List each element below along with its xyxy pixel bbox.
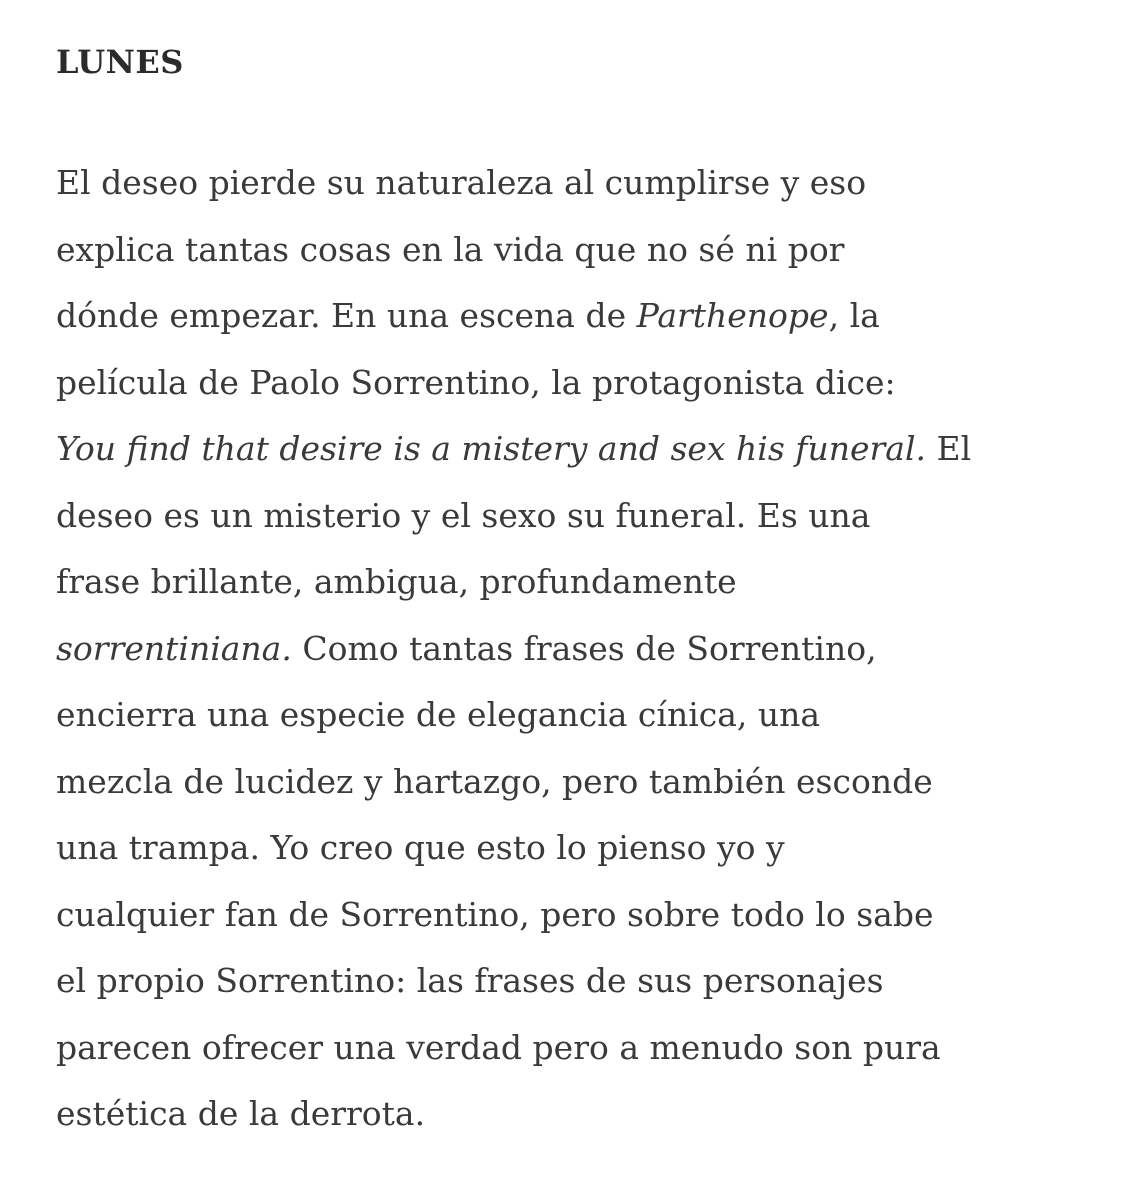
article-paragraph: [56, 150, 1116, 1148]
line-text: El deseo pierde su naturaleza al cumplirse y eso: [56, 163, 867, 202]
paragraph-line: [56, 1015, 1116, 1082]
paragraph-line: [56, 217, 1116, 284]
paragraph-line: [56, 283, 1116, 350]
line-text: dónde empezar. En una escena de: [56, 296, 637, 335]
line-text-tail: Como tantas frases de Sorrentino,: [291, 628, 877, 668]
paragraph-line: [56, 682, 1116, 749]
term-italic: sorrentiniana.: [56, 628, 292, 668]
paragraph-line: [56, 1081, 1116, 1148]
line-text: el propio Sorrentino: las frases de sus personajes: [56, 961, 884, 1000]
paragraph-line: [56, 150, 1116, 217]
paragraph-line: [56, 549, 1116, 616]
film-title-italic: Parthenope: [636, 296, 829, 335]
line-text: película de Paolo Sorrentino, la protagonista dice:: [56, 362, 896, 402]
section-heading: LUNES: [56, 43, 184, 81]
line-text: frase brillante, ambigua, profundamente: [56, 562, 737, 601]
paragraph-line: [56, 948, 1116, 1015]
line-text-tail: , la: [828, 296, 880, 335]
line-text: mezcla de lucidez y hartazgo, pero también esconde: [56, 761, 933, 801]
quote-italic: You find that desire is a mistery and sex his funeral.: [56, 429, 926, 468]
line-text: cualquier fan de Sorrentino, pero sobre todo lo sabe: [56, 894, 934, 934]
paragraph-line: [56, 749, 1116, 816]
paragraph-line: [56, 815, 1116, 882]
line-text: estética de la derrota.: [56, 1094, 426, 1133]
line-text: una trampa. Yo creo que esto lo pienso yo y: [56, 828, 785, 867]
line-text: explica tantas cosas en la vida que no sé ni por: [56, 229, 845, 269]
line-text: parecen ofrecer una verdad pero a menudo son pura: [56, 1027, 941, 1067]
paragraph-line: [56, 882, 1116, 949]
paragraph-line: [56, 416, 1116, 483]
paragraph-line: [56, 616, 1116, 683]
line-text-tail: El: [926, 429, 972, 468]
paragraph-line: [56, 483, 1116, 550]
line-text: deseo es un misterio y el sexo su funeral. Es una: [56, 495, 871, 535]
paragraph-line: [56, 350, 1116, 417]
line-text: encierra una especie de elegancia cínica, una: [56, 695, 821, 734]
